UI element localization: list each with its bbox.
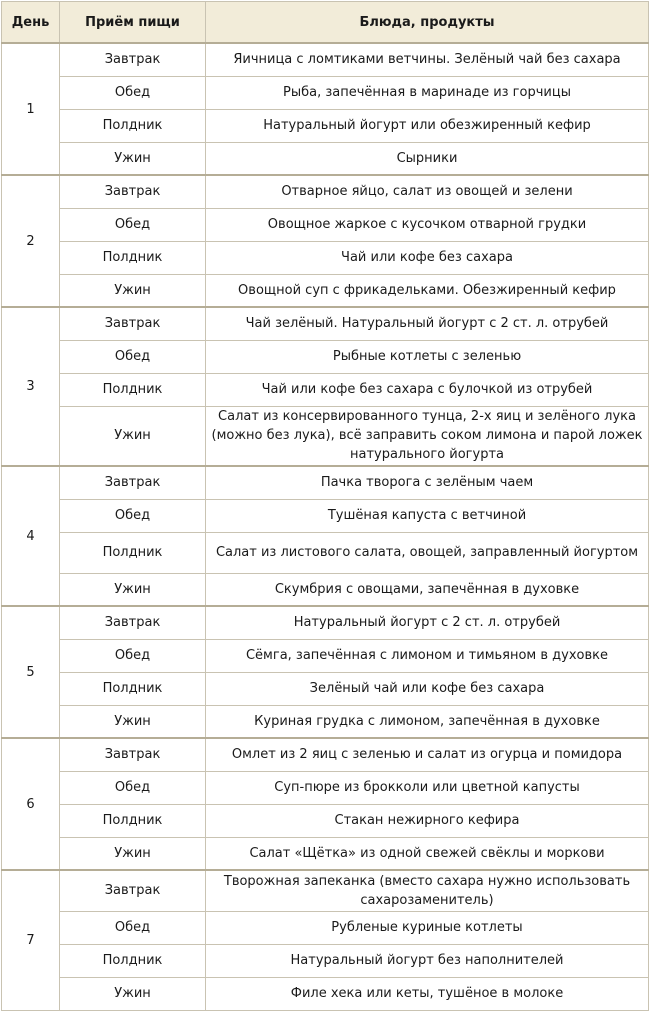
table-row	[2, 977, 649, 1010]
meal-cell: Ужин	[60, 406, 206, 466]
table-row	[2, 606, 649, 639]
table-row	[2, 738, 649, 771]
day-number: 5	[2, 606, 60, 738]
table-row	[2, 499, 649, 532]
day-number: 1	[2, 43, 60, 175]
dish-cell: Филе хека или кеты, тушёное в молоке	[206, 977, 649, 1010]
table-row	[2, 911, 649, 944]
dish-cell: Овощной суп с фрикадельками. Обезжиренный кефир	[206, 274, 649, 307]
dish-cell: Отварное яйцо, салат из овощей и зелени	[206, 175, 649, 208]
meal-cell: Завтрак	[60, 43, 206, 76]
meal-cell: Ужин	[60, 274, 206, 307]
meal-cell: Обед	[60, 911, 206, 944]
meal-cell: Завтрак	[60, 606, 206, 639]
meal-cell: Полдник	[60, 944, 206, 977]
table-row	[2, 837, 649, 870]
meal-cell: Ужин	[60, 837, 206, 870]
table-row	[2, 109, 649, 142]
table-row	[2, 241, 649, 274]
dish-cell: Скумбрия с овощами, запечённая в духовке	[206, 573, 649, 606]
table-row	[2, 274, 649, 307]
day-number: 2	[2, 175, 60, 307]
table-row	[2, 142, 649, 175]
header-row	[2, 2, 649, 44]
meal-cell: Ужин	[60, 705, 206, 738]
meal-cell: Полдник	[60, 373, 206, 406]
dish-cell: Чай зелёный. Натуральный йогурт с 2 ст. л. отрубей	[206, 307, 649, 340]
table-row	[2, 307, 649, 340]
dish-cell: Омлет из 2 яиц с зеленью и салат из огурца и помидора	[206, 738, 649, 771]
meal-cell: Завтрак	[60, 466, 206, 499]
meal-cell: Ужин	[60, 142, 206, 175]
dish-cell: Сёмга, запечённая с лимоном и тимьяном в духовке	[206, 639, 649, 672]
meal-cell: Ужин	[60, 977, 206, 1010]
table-row	[2, 944, 649, 977]
dish-cell: Рыба, запечённая в маринаде из горчицы	[206, 76, 649, 109]
dish-cell: Пачка творога с зелёным чаем	[206, 466, 649, 499]
dish-cell: Куриная грудка с лимоном, запечённая в духовке	[206, 705, 649, 738]
dish-cell: Салат из листового салата, овощей, заправленный йогуртом	[206, 532, 649, 573]
diet-table	[1, 1, 649, 1011]
meal-cell: Ужин	[60, 573, 206, 606]
table-row	[2, 76, 649, 109]
table-row	[2, 672, 649, 705]
table-row	[2, 705, 649, 738]
dish-cell: Стакан нежирного кефира	[206, 804, 649, 837]
table-row	[2, 804, 649, 837]
meal-cell: Обед	[60, 499, 206, 532]
meal-cell: Обед	[60, 771, 206, 804]
day-number: 3	[2, 307, 60, 466]
meal-cell: Полдник	[60, 532, 206, 573]
day-number: 4	[2, 466, 60, 606]
meal-cell: Полдник	[60, 804, 206, 837]
dish-cell: Тушёная капуста с ветчиной	[206, 499, 649, 532]
meal-cell: Полдник	[60, 109, 206, 142]
header-day: День	[2, 2, 60, 44]
meal-cell: Обед	[60, 340, 206, 373]
table-row	[2, 639, 649, 672]
day-number: 7	[2, 870, 60, 1010]
table-row	[2, 466, 649, 499]
table-row	[2, 175, 649, 208]
meal-cell: Завтрак	[60, 307, 206, 340]
meal-cell: Полдник	[60, 241, 206, 274]
meal-cell: Полдник	[60, 672, 206, 705]
header-meal: Приём пищи	[60, 2, 206, 44]
table-row	[2, 573, 649, 606]
meal-cell: Завтрак	[60, 738, 206, 771]
table-row	[2, 870, 649, 911]
table-row	[2, 208, 649, 241]
table-row	[2, 43, 649, 76]
dish-cell: Салат «Щётка» из одной свежей свёклы и моркови	[206, 837, 649, 870]
dish-cell: Натуральный йогурт или обезжиренный кефир	[206, 109, 649, 142]
meal-cell: Обед	[60, 208, 206, 241]
dish-cell: Яичница с ломтиками ветчины. Зелёный чай без сахара	[206, 43, 649, 76]
dish-cell: Чай или кофе без сахара	[206, 241, 649, 274]
header-dish: Блюда, продукты	[206, 2, 649, 44]
table-row	[2, 373, 649, 406]
dish-cell: Рубленые куриные котлеты	[206, 911, 649, 944]
dish-cell: Рыбные котлеты с зеленью	[206, 340, 649, 373]
dish-cell: Овощное жаркое с кусочком отварной грудки	[206, 208, 649, 241]
day-number: 6	[2, 738, 60, 870]
dish-cell: Чай или кофе без сахара с булочкой из отрубей	[206, 373, 649, 406]
dish-cell: Творожная запеканка (вместо сахара нужно использовать сахарозаменитель)	[206, 870, 649, 911]
dish-cell: Натуральный йогурт без наполнителей	[206, 944, 649, 977]
meal-cell: Завтрак	[60, 175, 206, 208]
meal-cell: Завтрак	[60, 870, 206, 911]
dish-cell: Зелёный чай или кофе без сахара	[206, 672, 649, 705]
meal-cell: Обед	[60, 76, 206, 109]
table-row	[2, 406, 649, 466]
meal-cell: Обед	[60, 639, 206, 672]
table-row	[2, 532, 649, 573]
table-row	[2, 340, 649, 373]
table-body	[2, 43, 649, 1010]
dish-cell: Салат из консервированного тунца, 2-х яиц и зелёного лука (можно без лука), всё заправить соком лимона и парой ложек натурального йогурта	[206, 406, 649, 466]
table-row	[2, 771, 649, 804]
dish-cell: Натуральный йогурт с 2 ст. л. отрубей	[206, 606, 649, 639]
dish-cell: Сырники	[206, 142, 649, 175]
dish-cell: Суп-пюре из брокколи или цветной капусты	[206, 771, 649, 804]
